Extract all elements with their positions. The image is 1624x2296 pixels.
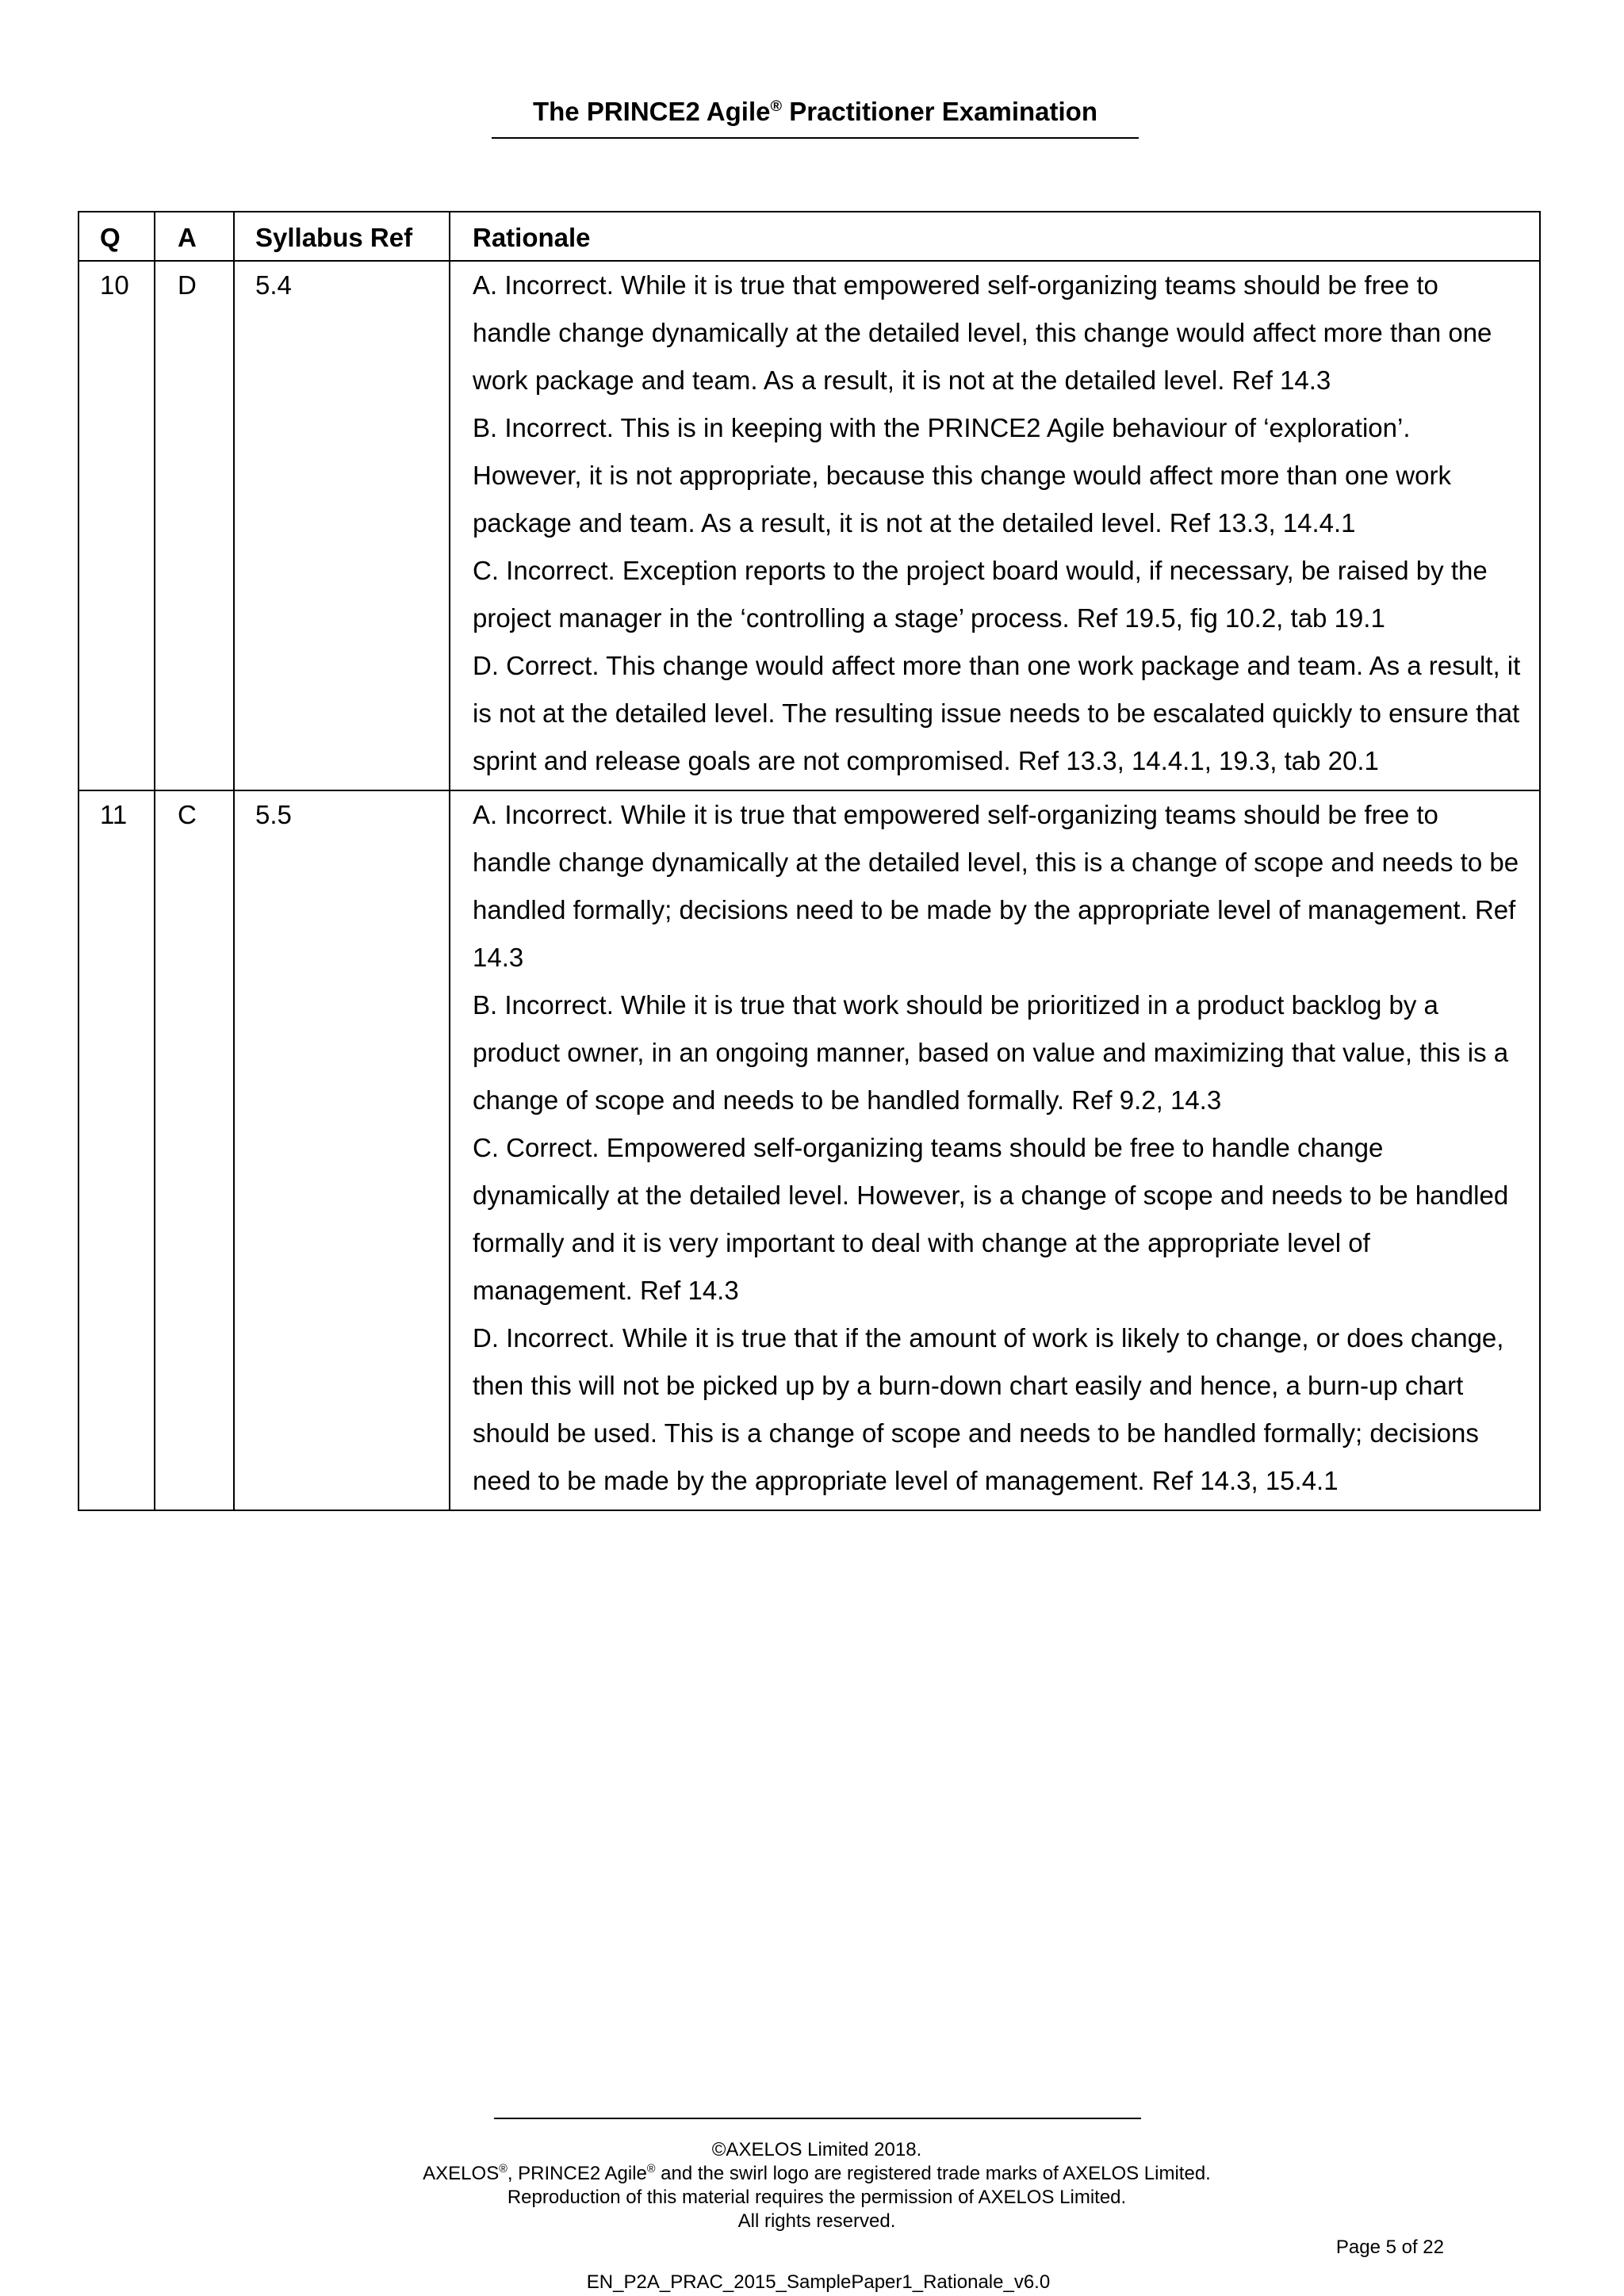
- trademark-text-1: AXELOS: [423, 2163, 500, 2184]
- syllabus-ref: 5.4: [234, 261, 450, 790]
- page-number: Page 5 of 22: [1335, 2237, 1444, 2258]
- rationale-option-b: B. Incorrect. While it is true that work should be prioritized in a product backlog by a product owner, in an ongoing manner, based on value and maximizing that value, this is a change of scope and needs to be handled formally. Ref 9.2, 14.3: [473, 990, 1509, 1115]
- rationale-option-d: D. Correct. This change would affect more than one work package and team. As a result, it is not at the detailed level. The resulting issue needs to be escalated quickly to ensure that sprint and release goals are not compromised. Ref 13.3, 14.4.1, 19.3, tab 20.1: [473, 651, 1521, 775]
- registered-mark: ®: [646, 2163, 656, 2175]
- rationale-option-a: A. Incorrect. While it is true that empowered self-organizing teams should be free to handle change dynamically at the detailed level, this change would affect more than one work package and team. As a result, it is not at the detailed level. Ref 14.3: [473, 270, 1492, 395]
- table-row: [79, 261, 1540, 790]
- title-text-2: Practitioner Examination: [782, 97, 1097, 126]
- document-id: EN_P2A_PRAC_2015_SamplePaper1_Rationale_v6.0: [586, 2271, 1051, 2293]
- rationale-cell: [450, 790, 1540, 1510]
- footer: [301, 2138, 1332, 2233]
- answer-letter: D: [155, 261, 234, 790]
- registered-mark: ®: [770, 98, 783, 115]
- column-header-q: Q: [79, 212, 155, 261]
- footer-reproduction: Reproduction of this material requires the permission of AXELOS Limited.: [507, 2187, 1127, 2208]
- table-row: [79, 790, 1540, 1510]
- footer-rule: [494, 2118, 1141, 2119]
- answer-letter: C: [155, 790, 234, 1510]
- trademark-text-2: , PRINCE2 Agile: [507, 2163, 647, 2184]
- column-header-syllabus-ref: Syllabus Ref: [234, 212, 450, 261]
- header-rule: [492, 137, 1139, 139]
- rationale-option-c: C. Incorrect. Exception reports to the project board would, if necessary, be raised by the project manager in the ‘controlling a stage’ process. Ref 19.5, fig 10.2, tab 19.1: [473, 556, 1488, 633]
- rationale-option-b: B. Incorrect. This is in keeping with the PRINCE2 Agile behaviour of ‘exploration’. However, it is not appropriate, because this change would affect more than one work package and team. As a result, it is not at the detailed level. Ref 13.3, 14.4.1: [473, 413, 1451, 538]
- registered-mark: ®: [499, 2163, 508, 2175]
- table-header-row: [79, 212, 1540, 261]
- column-header-a: A: [155, 212, 234, 261]
- rationale-cell: [450, 261, 1540, 790]
- trademark-text-3: and the swirl logo are registered trade marks of AXELOS Limited.: [655, 2163, 1211, 2184]
- footer-trademarks: [301, 2162, 1332, 2186]
- footer-copyright: ©AXELOS Limited 2018.: [711, 2139, 922, 2160]
- rationale-option-d: D. Incorrect. While it is true that if the amount of work is likely to change, or does change, then this will not be picked up by a burn-down chart easily and hence, a burn-up chart should be used. This is a change of scope and needs to be handled formally; decisions need to be made by the appropriate level of management. Ref 14.3, 15.4.1: [473, 1323, 1504, 1495]
- rationale-option-c: C. Correct. Empowered self-organizing teams should be free to handle change dynamically at the detailed level. However, is a change of scope and needs to be handled formally and it is very important to deal with change at the appropriate level of management. Ref 14.3: [473, 1133, 1509, 1305]
- title-text-1: The PRINCE2 Agile: [532, 97, 771, 126]
- column-header-rationale: Rationale: [450, 212, 1540, 261]
- rationale-table: [78, 211, 1541, 1511]
- footer-rights: All rights reserved.: [737, 2210, 896, 2232]
- rationale-option-a: A. Incorrect. While it is true that empowered self-organizing teams should be free to handle change dynamically at the detailed level, this is a change of scope and needs to be handled formally; decisions need to be made by the appropriate level of management. Ref 14.3: [473, 800, 1519, 972]
- syllabus-ref: 5.5: [234, 790, 450, 1510]
- question-number: 11: [79, 790, 155, 1510]
- question-number: 10: [79, 261, 155, 790]
- page-title: [492, 94, 1139, 130]
